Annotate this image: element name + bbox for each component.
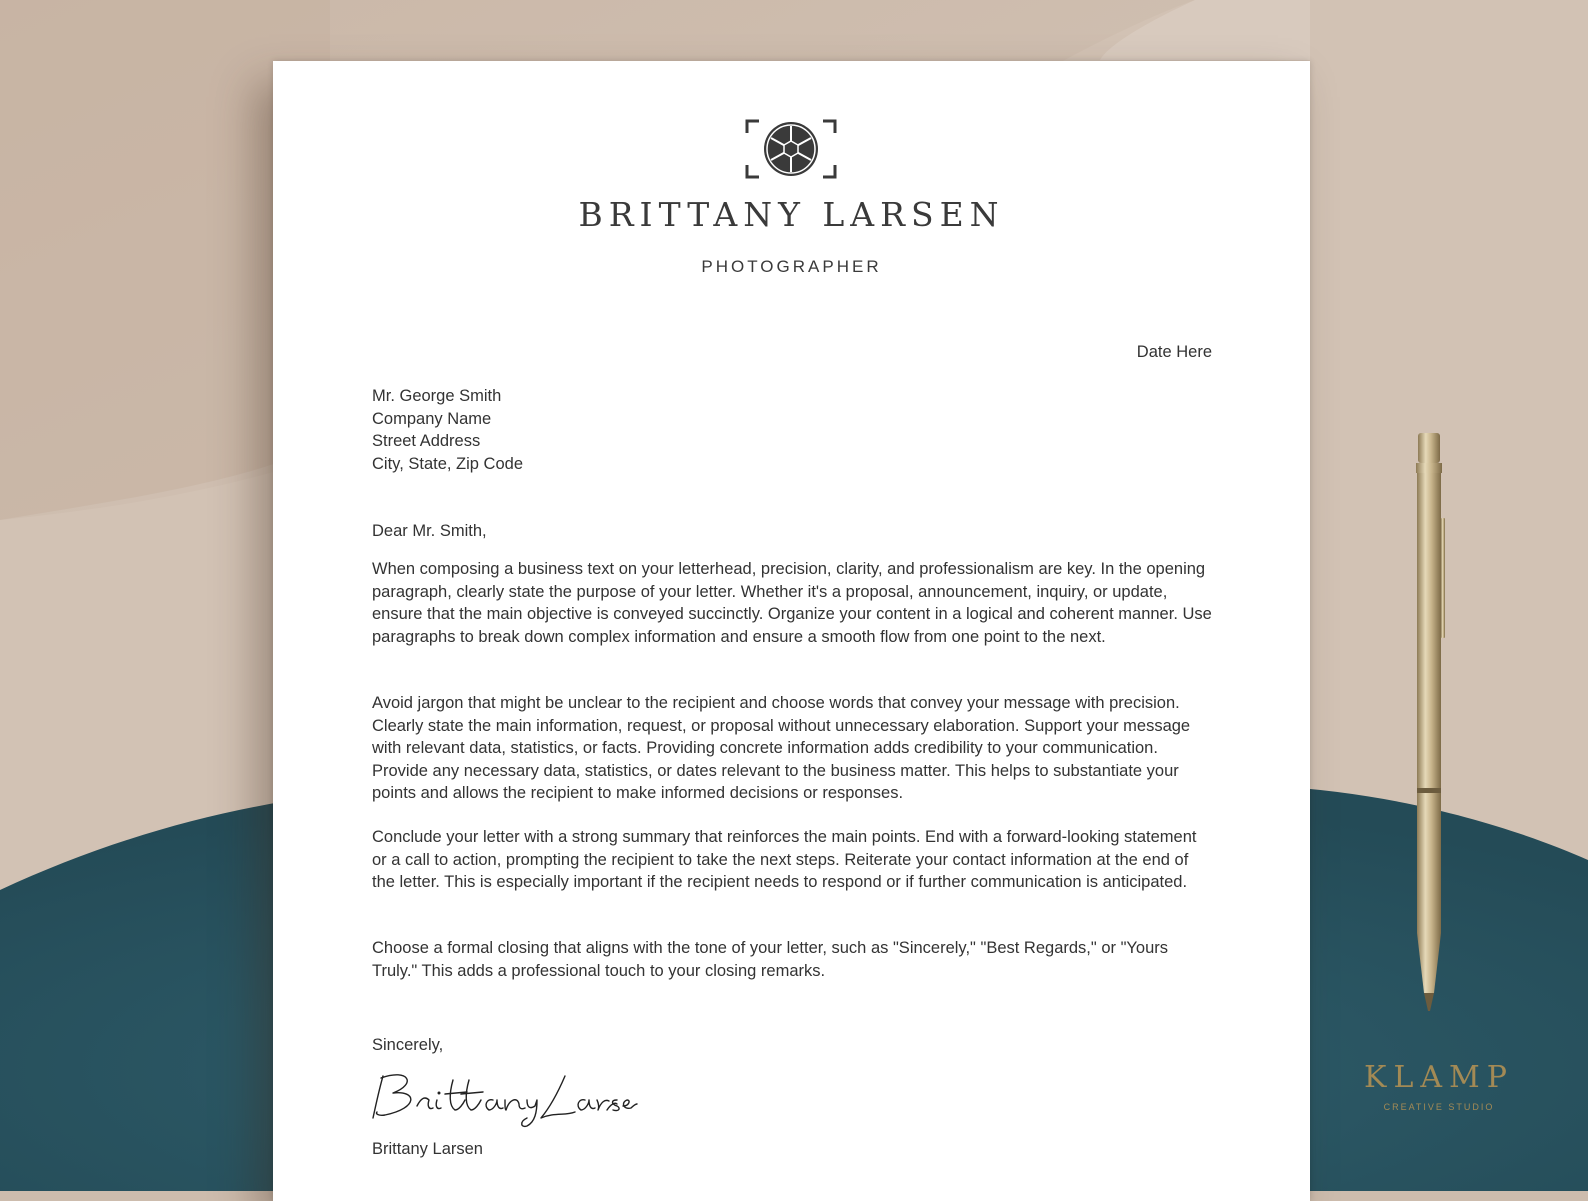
camera-aperture-icon (743, 117, 839, 181)
body-paragraph-2: Avoid jargon that might be unclear to the recipient and choose words that convey your message with precision. Clearly state the main information, request, or proposal without unnecessary elaboration. Support your message with relevant data, statistics, or facts. Providing concrete information adds credibility to your communication. Provide any necessary data, statistics, or dates relevant to the business matter. This helps to substantiate your points and allows the recipient to make informed decisions or responses. (372, 694, 1191, 802)
greeting: Dear Mr. Smith, (372, 522, 487, 540)
recipient-street: Street Address (372, 432, 481, 450)
handwritten-signature (369, 1066, 639, 1128)
letter-date: Date Here (1136, 343, 1212, 361)
pen-icon (1408, 433, 1458, 1013)
recipient-name: Mr. George Smith (372, 387, 502, 405)
recipient-city: City, State, Zip Code (372, 454, 524, 473)
closing: Sincerely, (372, 1036, 444, 1054)
body-paragraph-1: When composing a business text on your letterhead, precision, clarity, and professionalism are key. In the opening paragraph, clearly state the purpose of your letter. Whether it's a proposal, announcement, inquiry, or update, ensure that the main objective is conveyed succinctly. Organize your content in a logical and coherent manner. Use paragraphs to break down complex information and ensure a smooth flow from one point to the next. (372, 560, 1212, 646)
body-paragraph-3: Conclude your letter with a strong summary that reinforces the main points. End with a forward-looking statement or a call to action, prompting the recipient to take the next steps. Reiterate your contact information at the end of the letter. This is especially important if the recipient needs to respond or if further communication is anticipated. (372, 828, 1197, 891)
recipient-company: Company Name (372, 409, 492, 428)
body-paragraph-4: Choose a formal closing that aligns with the tone of your letter, such as "Sincerely," "Best Regards," or "Yours Truly." This adds a professional touch to your closing remarks. (372, 939, 1169, 980)
recipient-block (372, 385, 523, 475)
brand-logo: KLAMP (1364, 1060, 1514, 1095)
signer-name: Brittany Larsen (372, 1140, 483, 1158)
brand-tagline: CREATIVE STUDIO (1383, 1102, 1495, 1112)
letter-paper (273, 61, 1310, 1201)
letterhead-title: PHOTOGRAPHER (701, 257, 882, 276)
letterhead-name: BRITTANY LARSEN (578, 195, 1005, 234)
